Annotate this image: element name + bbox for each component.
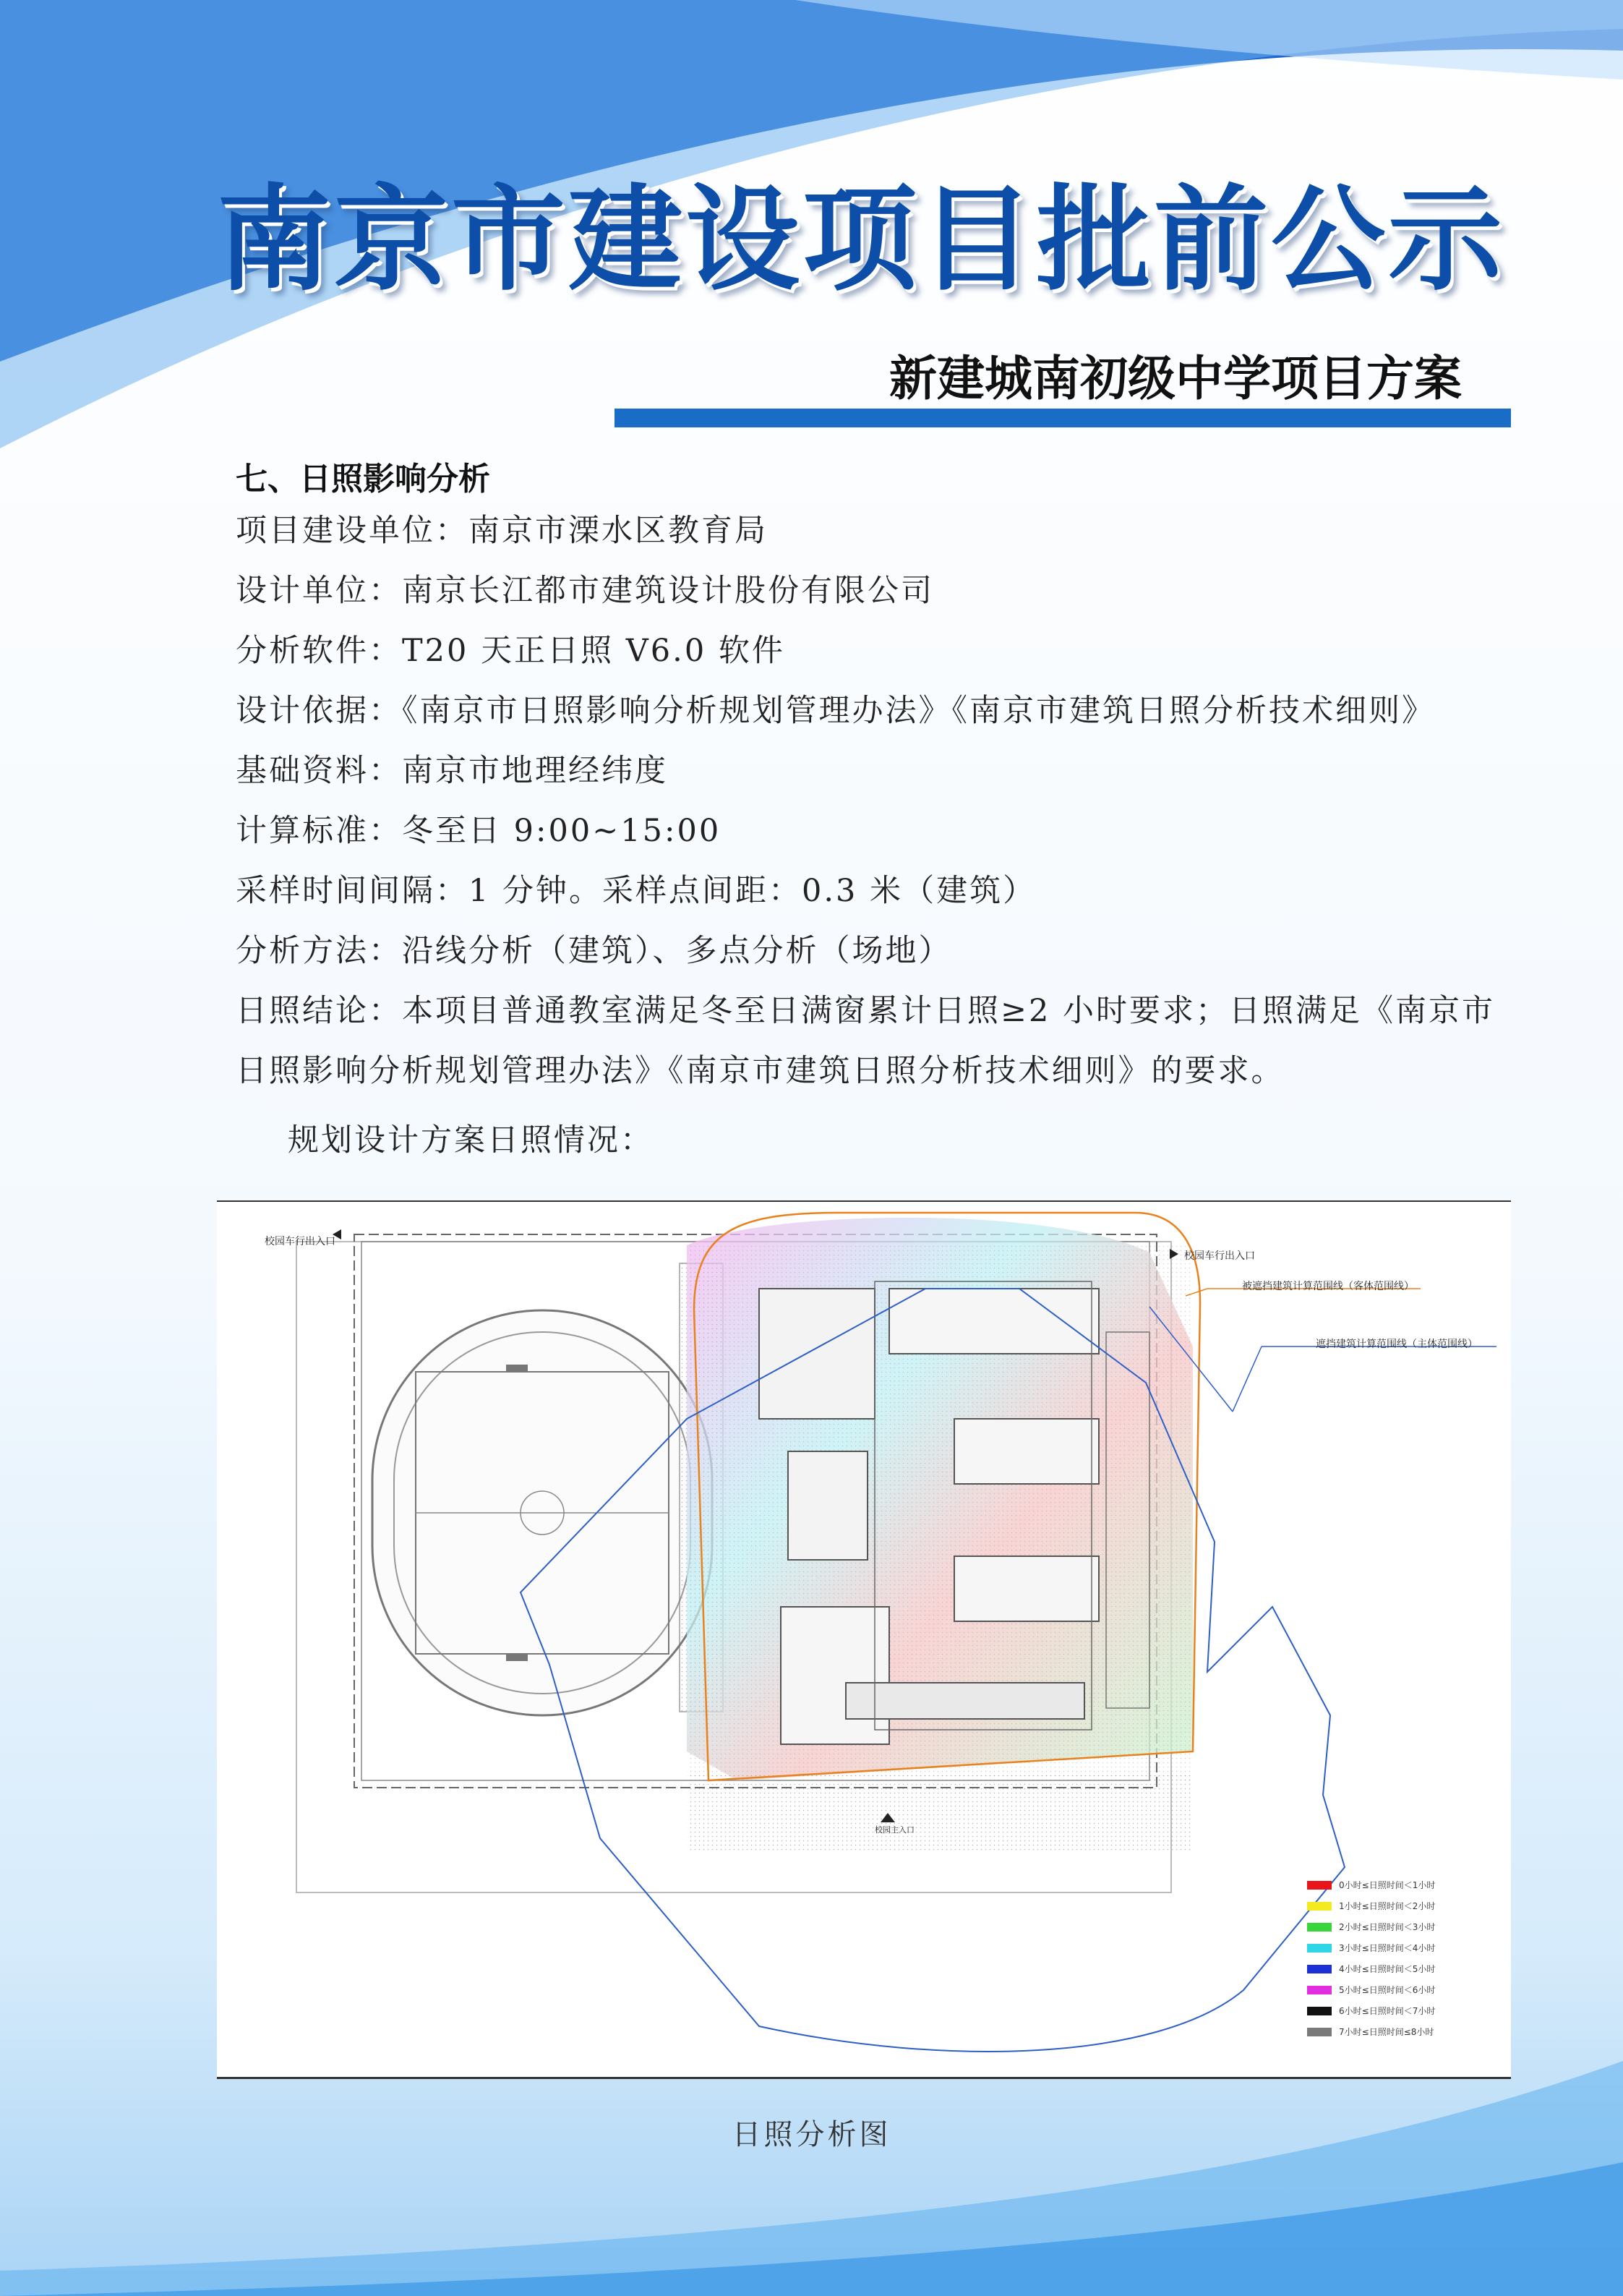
section-heading: 七、日照影响分析: [236, 461, 490, 498]
legend-swatch: [1307, 1965, 1332, 1973]
info-line-software: 分析软件：T20 天正日照 V6.0 软件: [236, 633, 785, 669]
info-line-builder: 项目建设单位：南京市溧水区教育局: [236, 513, 768, 549]
legend-label: 6小时≤日照时间＜7小时: [1339, 2006, 1436, 2016]
info-line-basis: 设计依据：《南京市日照影响分析规划管理办法》《南京市建筑日照分析技术细则》: [236, 693, 1435, 729]
legend-label: 0小时≤日照时间＜1小时: [1339, 1880, 1436, 1890]
legend-item: [1307, 1958, 1435, 1979]
info-line-designer: 设计单位：南京长江都市建筑设计股份有限公司: [236, 573, 934, 609]
legend-item: [1307, 1979, 1435, 2000]
info-line-sampling: 采样时间间隔：1 分钟。采样点间距：0.3 米（建筑）: [236, 873, 1037, 909]
legend-label: 2小时≤日照时间＜3小时: [1339, 1922, 1436, 1932]
legend-swatch: [1307, 1944, 1332, 1953]
info-line-conclusion: 日照结论：本项目普通教室满足冬至日满窗累计日照≥2 小时要求；日照满足《南京市日照影响分析规划管理办法》《南京市建筑日照分析技术细则》的要求。: [236, 993, 1496, 1089]
label-blocking-range: 遮挡建筑计算范围线（主体范围线）: [1316, 1339, 1478, 1350]
legend-swatch: [1307, 1986, 1332, 1994]
intro-text: 规划设计方案日照情况：: [288, 1122, 654, 1158]
legend-swatch: [1307, 2007, 1332, 2015]
legend-item: [1307, 2000, 1435, 2021]
info-line-data: 基础资料：南京市地理经纬度: [236, 753, 668, 789]
legend-swatch: [1307, 1881, 1332, 1890]
sunlight-legend: [1307, 1874, 1435, 2042]
legend-item: [1307, 1937, 1435, 1958]
legend-item: [1307, 1895, 1435, 1916]
legend-label: 5小时≤日照时间＜6小时: [1339, 1985, 1436, 1995]
figure-caption: 日照分析图: [732, 2118, 891, 2151]
legend-label: 3小时≤日照时间＜4小时: [1339, 1943, 1436, 1953]
legend-item: [1307, 1874, 1435, 1895]
legend-item: [1307, 1916, 1435, 1937]
page-title: 南京市建设项目批前公示: [217, 174, 1505, 307]
legend-swatch: [1307, 1923, 1332, 1932]
subtitle-underline: [614, 409, 1511, 427]
legend-label: 7小时≤日照时间≤8小时: [1339, 2027, 1434, 2037]
label-entrance-left: 校园车行出入口: [265, 1236, 335, 1247]
legend-label: 4小时≤日照时间＜5小时: [1339, 1964, 1436, 1974]
project-subtitle: 新建城南初级中学项目方案: [889, 350, 1462, 406]
label-main-entrance: 校园主入口: [875, 1825, 915, 1835]
label-entrance-right: 校园车行出入口: [1184, 1250, 1255, 1262]
info-list: [236, 501, 1515, 1101]
legend-swatch: [1307, 1902, 1332, 1911]
info-line-method: 分析方法：沿线分析（建筑）、多点分析（场地）: [236, 933, 952, 969]
info-line-standard: 计算标准：冬至日 9:00~15:00: [236, 813, 721, 849]
legend-label: 1小时≤日照时间＜2小时: [1339, 1901, 1436, 1911]
legend-swatch: [1307, 2028, 1332, 2036]
legend-item: [1307, 2021, 1435, 2042]
sunlight-analysis-figure: [217, 1200, 1511, 2079]
label-receiving-range: 被遮挡建筑计算范围线（客体范围线）: [1242, 1281, 1414, 1292]
